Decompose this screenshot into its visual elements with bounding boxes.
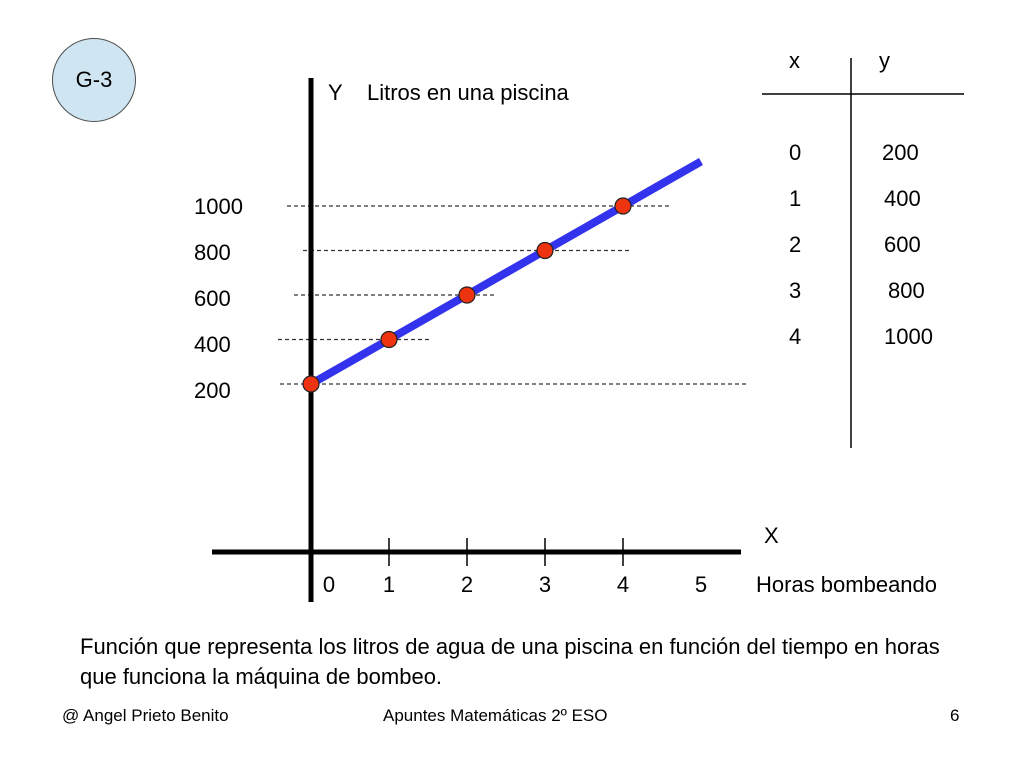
data-point-2 [459,287,475,303]
footer-course: Apuntes Matemáticas 2º ESO [383,706,608,725]
table-cell-y: 1000 [884,324,933,349]
y-tick-label-200: 200 [194,378,231,403]
table-cell-y: 600 [884,232,921,257]
y-tick-label-800: 800 [194,240,231,265]
caption: Función que representa los litros de agua de una piscina en función del tiempo en horas que funciona la máquina de bombeo. [80,634,940,689]
x-unit-label: Horas bombeando [756,572,938,597]
table-header-x: x [789,48,800,73]
y-tick-labels [194,194,243,403]
data-point-0 [303,376,319,392]
table-cell-x: 2 [789,232,802,257]
table-cell-y: 200 [882,140,919,165]
guide-lines [278,206,746,384]
data-point-3 [537,243,553,259]
series-line [311,162,701,385]
table-header-y: y [879,48,890,73]
x-tick-label-4: 4 [616,572,630,597]
slide-badge: G-3 [52,38,136,122]
x-tick-labels [323,572,707,597]
x-tick-label-0: 0 [322,572,336,597]
table-cells [789,48,933,349]
y-tick-label-600: 600 [194,286,231,311]
table-cell-y: 800 [888,278,925,303]
y-axis-label: Y [328,80,343,105]
x-tick-label-2: 2 [460,572,474,597]
x-tick-label-3: 3 [538,572,552,597]
footer-author: @ Angel Prieto Benito [62,706,229,725]
x-axis-label: X [764,523,779,548]
y-tick-label-1000: 1000 [194,194,243,219]
y-tick-label-400: 400 [194,332,231,357]
table-cell-x: 0 [789,140,802,165]
x-tick-label-5: 5 [694,572,708,597]
value-table [762,48,964,448]
data-point-1 [381,332,397,348]
data-point-4 [615,198,631,214]
x-tick-label-1: 1 [382,572,396,597]
table-cell-x: 3 [789,278,802,303]
table-cell-x: 4 [789,324,802,349]
table-cell-x: 1 [789,186,802,211]
table-cell-y: 400 [884,186,921,211]
footer-page: 6 [950,706,960,725]
chart-title: Litros en una piscina [367,80,569,105]
